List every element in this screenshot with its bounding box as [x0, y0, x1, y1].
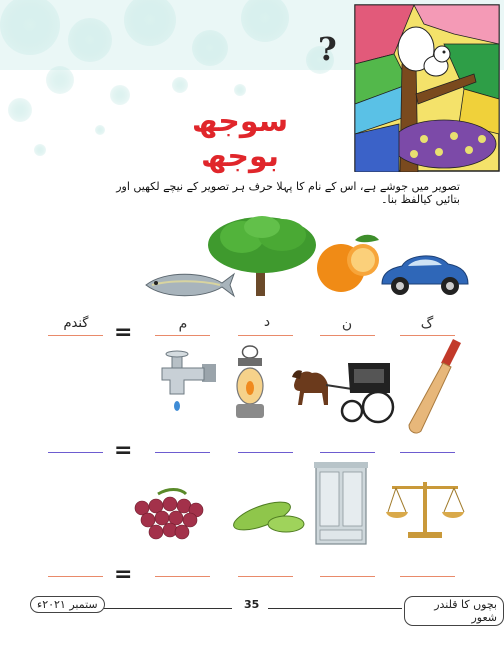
grapes-icon [128, 488, 210, 546]
bitter-gourd-icon [228, 496, 306, 536]
equals-sign: = [114, 562, 133, 587]
cupboard-icon [314, 462, 368, 548]
footer-magazine: بچوں کا قلندر شعور [404, 596, 504, 626]
equals-sign: = [114, 320, 133, 345]
letter-2: ن [341, 316, 353, 332]
letter-3: د [263, 314, 271, 330]
footer-divider [104, 608, 232, 609]
answer-line[interactable] [48, 576, 103, 577]
lantern-icon [230, 344, 270, 422]
car-icon [378, 248, 470, 298]
instruction-text: تصویر میں جوشے ہے، اس کے نام کا پہلا حرف ہر تصویر کے نیچے لکھیں اور بتائیں کیالفظ بنا۔ [116, 180, 460, 206]
answer-line[interactable] [320, 335, 375, 336]
cricket-bat-icon [405, 337, 465, 435]
answer-line[interactable] [155, 576, 210, 577]
squirrel-picture [354, 4, 500, 172]
answer-line[interactable] [155, 452, 210, 453]
answer-line[interactable] [400, 452, 455, 453]
letter-1: گ [420, 316, 434, 332]
tap-icon [158, 350, 216, 416]
equals-sign: = [114, 438, 133, 463]
answer-line[interactable] [48, 335, 103, 336]
answer-line[interactable] [238, 452, 293, 453]
answer-line[interactable] [320, 452, 375, 453]
answer-line[interactable] [238, 335, 293, 336]
question-mark: ? [318, 30, 337, 68]
page-number: 35 [244, 598, 260, 611]
answer-line[interactable] [48, 452, 103, 453]
footer-date: ستمبر ۲۰۲۱ء [30, 596, 105, 613]
answer-line[interactable] [400, 576, 455, 577]
page-title: سوجھ بوجھ [191, 104, 289, 174]
footer-divider [268, 608, 402, 609]
answer-line[interactable] [155, 335, 210, 336]
answer-word: گندم [63, 316, 89, 331]
tree-icon [206, 215, 318, 297]
answer-line[interactable] [320, 576, 375, 577]
horse-carriage-icon [290, 355, 396, 425]
scales-icon [384, 476, 466, 542]
letter-4: م [178, 316, 188, 332]
answer-line[interactable] [400, 335, 455, 336]
orange-icon [315, 232, 383, 294]
answer-line[interactable] [238, 576, 293, 577]
